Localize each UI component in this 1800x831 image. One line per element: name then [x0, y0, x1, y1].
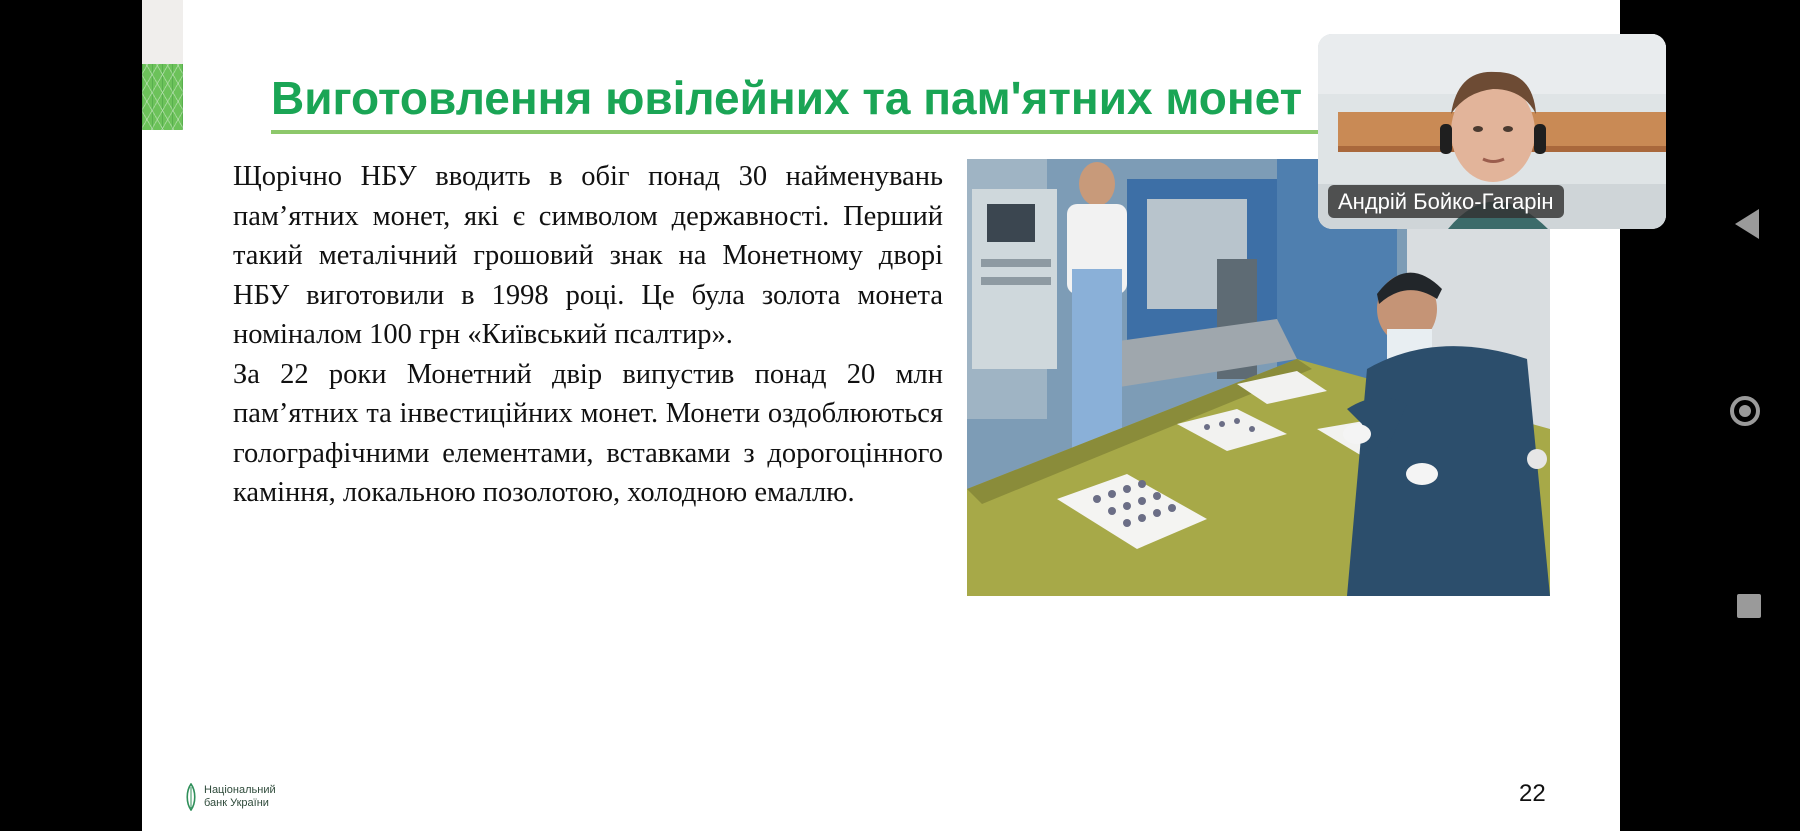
slide-paragraph-2: За 22 роки Монетний двір випустив понад 20 млн пам’ятних та інвестиційних монет. Монети оздоблюються голографічними елементами, вставками з дорогоцінного каміння, локальною позолотою, холодною емаллю. — [233, 358, 943, 508]
back-triangle-icon[interactable] — [1735, 209, 1759, 239]
nbu-logo-line-1: Національний — [204, 784, 276, 796]
nbu-logo-mark-icon — [184, 783, 198, 811]
home-circle-icon[interactable] — [1730, 396, 1760, 426]
nbu-logo-text — [204, 784, 276, 810]
slide-page-number: 22 — [1519, 780, 1546, 807]
slide-corner-pattern — [142, 64, 183, 130]
slide-corner-strip — [142, 0, 183, 64]
slide-paragraph-1: Щорічно НБУ вводить в обіг понад 30 найменувань пам’ятних монет, які є символом державності. Перший такий металічний грошовий знак на Монетному дворі НБУ виготовили в 1998 році. Це була золота монета номіналом 100 грн «Київський псалтир». — [233, 161, 943, 350]
slide-title: Виготовлення ювілейних та пам'ятних монет — [271, 72, 1303, 124]
nbu-logo-line-2: банк України — [204, 797, 269, 809]
recent-square-icon[interactable] — [1737, 594, 1761, 618]
slide-body-text — [233, 157, 943, 513]
participant-name-label: Андрій Бойко-Гагарін — [1328, 185, 1564, 218]
nbu-logo — [184, 783, 276, 811]
title-underline — [271, 130, 1471, 134]
participant-video-tile[interactable] — [1318, 34, 1666, 229]
